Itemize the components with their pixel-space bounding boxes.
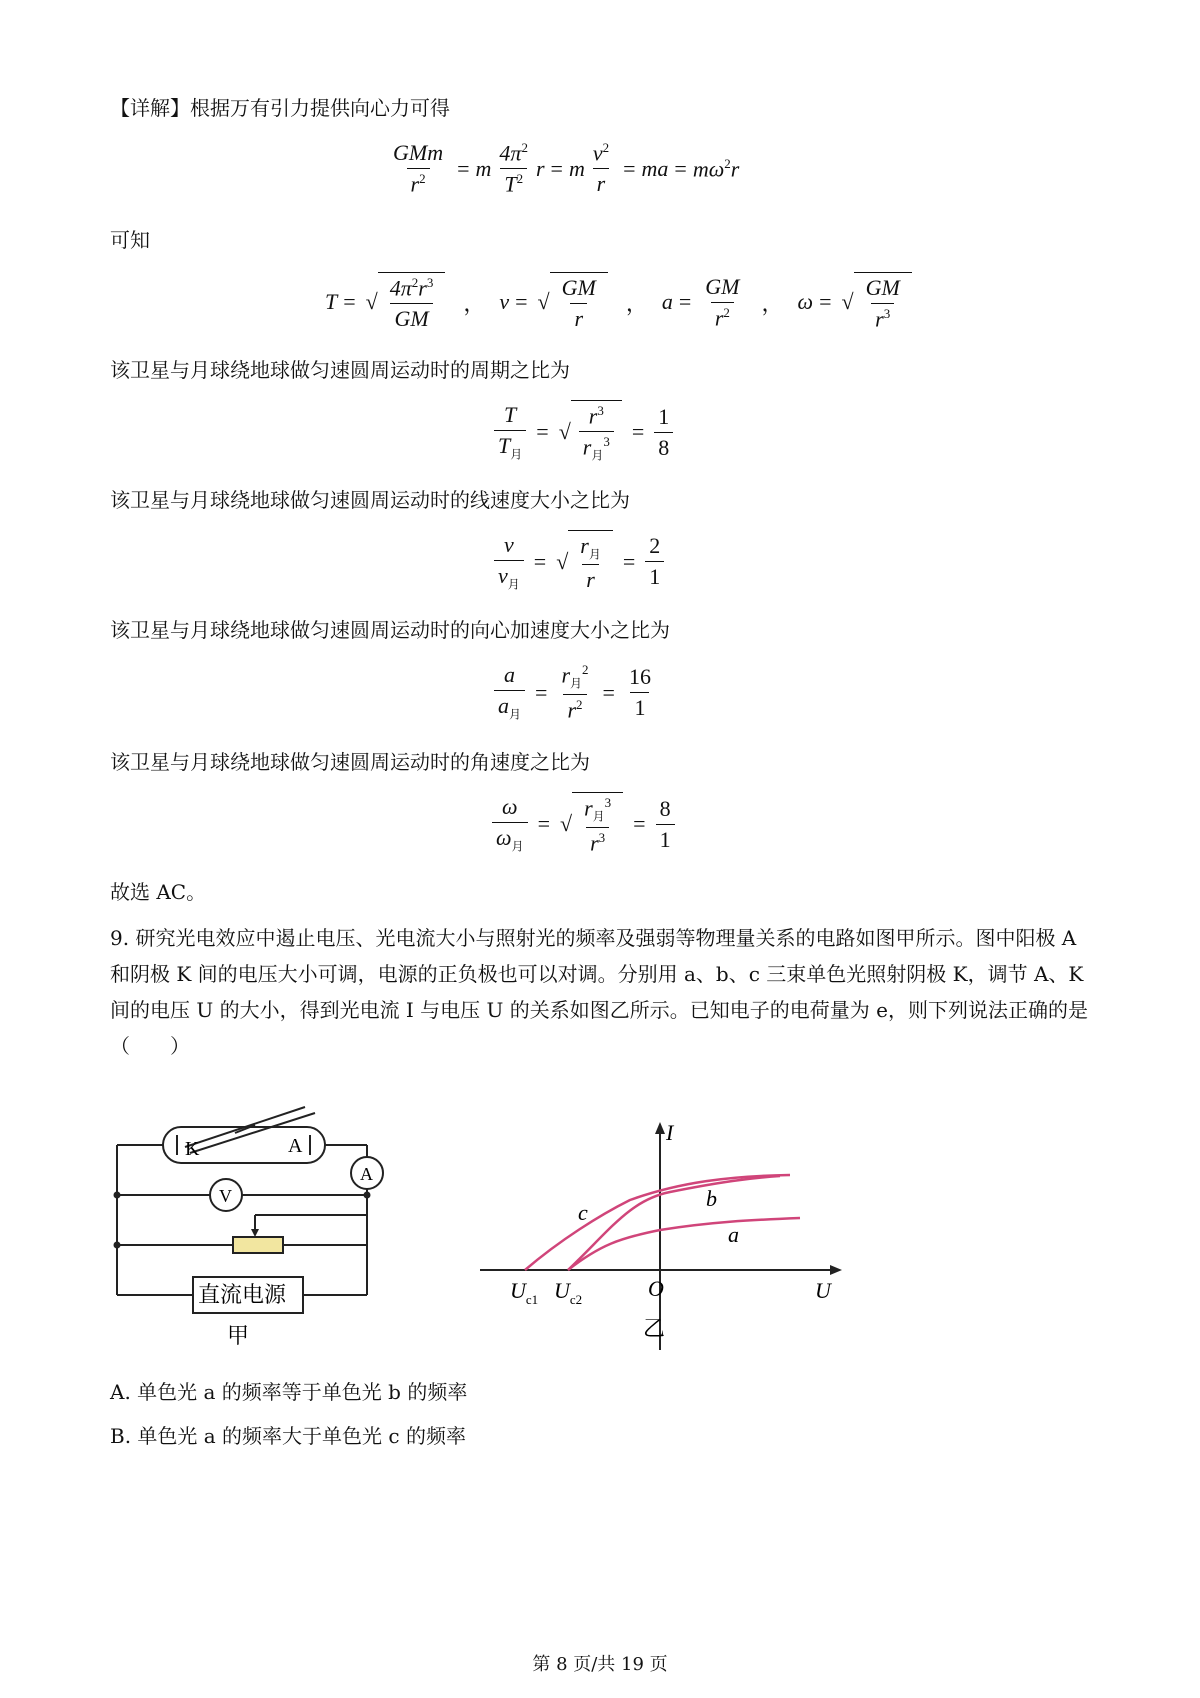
circuit-diagram — [105, 1095, 395, 1355]
iu-graph — [480, 1120, 850, 1360]
accel-line: 该卫星与月球绕地球做匀速圆周运动时的向心加速度大小之比为 — [110, 618, 670, 642]
option-a: A. 单色光 a 的频率等于单色光 b 的频率 — [110, 1380, 468, 1404]
page-footer: 第 8 页/共 19 页 — [532, 1654, 668, 1675]
angular-line: 该卫星与月球绕地球做匀速圆周运动时的角速度之比为 — [110, 750, 590, 774]
period-line: 该卫星与月球绕地球做匀速圆周运动时的周期之比为 — [110, 358, 570, 382]
anode-label: A — [288, 1135, 303, 1157]
origin-label: O — [648, 1276, 664, 1301]
question-9: 9. 研究光电效应中遏止电压、光电流大小与照射光的频率及强弱等物理量关系的电路如图甲所示。图中阳极 A 和阴极 K 间的电压大小可调，电源的正负极也可以对调。分别用 a、b、c 三束单色光照射阴极 K，调节 A、K 间的电压 U 的大小，得到光电流 I 与电压 U 的关系如图乙所示。已知电子的电荷量为 e，则下列说法正确的是（ ） — [110, 926, 1088, 1058]
equation-accel: $\frac{a}{a_月}$ = $\frac{r_月^2}{r^2}$ = $\frac{16}{1}$ — [490, 662, 659, 723]
figure-caption-yi: 乙 — [643, 1317, 666, 1342]
kezhi-line: 可知 — [110, 228, 150, 252]
linear-line: 该卫星与月球绕地球做匀速圆周运动时的线速度大小之比为 — [110, 488, 630, 512]
answer-line: 故选 AC。 — [110, 880, 207, 904]
equation-angular: $\frac{\omega}{\omega_月}$ = √ $\frac{r_月^3}{r^3}$ = $\frac{8}{1}$ — [488, 792, 679, 856]
axis-label-i: I — [666, 1120, 674, 1145]
curve-b-label: b — [706, 1186, 717, 1211]
source-label: 直流电源 — [198, 1283, 287, 1308]
figure-caption-jia: 甲 — [227, 1324, 250, 1349]
uc2-label: $U_{c2}$ — [554, 1278, 583, 1307]
voltmeter-label: V — [219, 1186, 232, 1206]
detail-line: 【详解】根据万有引力提供向心力可得 — [110, 96, 450, 120]
equation-results: T = √ $\frac{4\pi^2r^3}{GM}$ ， v = √ $\frac{GM}{r}$ ， a = $\frac{GM}{r^2}$ ， ω = √ $\frac{GM}{r^3}$ — [325, 272, 916, 332]
curve-c-label: c — [578, 1200, 588, 1225]
equation-linear: $\frac{v}{v_月}$ = √ $\frac{r_月}{r}$ = $\frac{2}{1}$ — [490, 530, 668, 593]
curve-a-label: a — [728, 1222, 739, 1247]
ammeter-label: A — [360, 1164, 373, 1184]
cathode-label: K — [185, 1138, 200, 1160]
equation-period: $\frac{T}{T_月}$ = √ $\frac{r^3}{r_月^3}$ = $\frac{1}{8}$ — [490, 400, 677, 464]
equation-gravity: $\frac{\text{GMm}}{r^2}$ = m $\frac{4\pi^2}{T^2}$ r = m $\frac{v^2}{r}$ = ma = $m\omega^2r$ — [393, 140, 740, 197]
axis-label-u: U — [815, 1278, 831, 1303]
uc1-label: $U_{c1}$ — [510, 1278, 539, 1307]
curve-a — [568, 1218, 800, 1270]
curve-c — [525, 1175, 790, 1270]
option-b: B. 单色光 a 的频率大于单色光 c 的频率 — [110, 1424, 466, 1448]
curve-b — [568, 1176, 780, 1270]
rheostat — [233, 1237, 283, 1253]
